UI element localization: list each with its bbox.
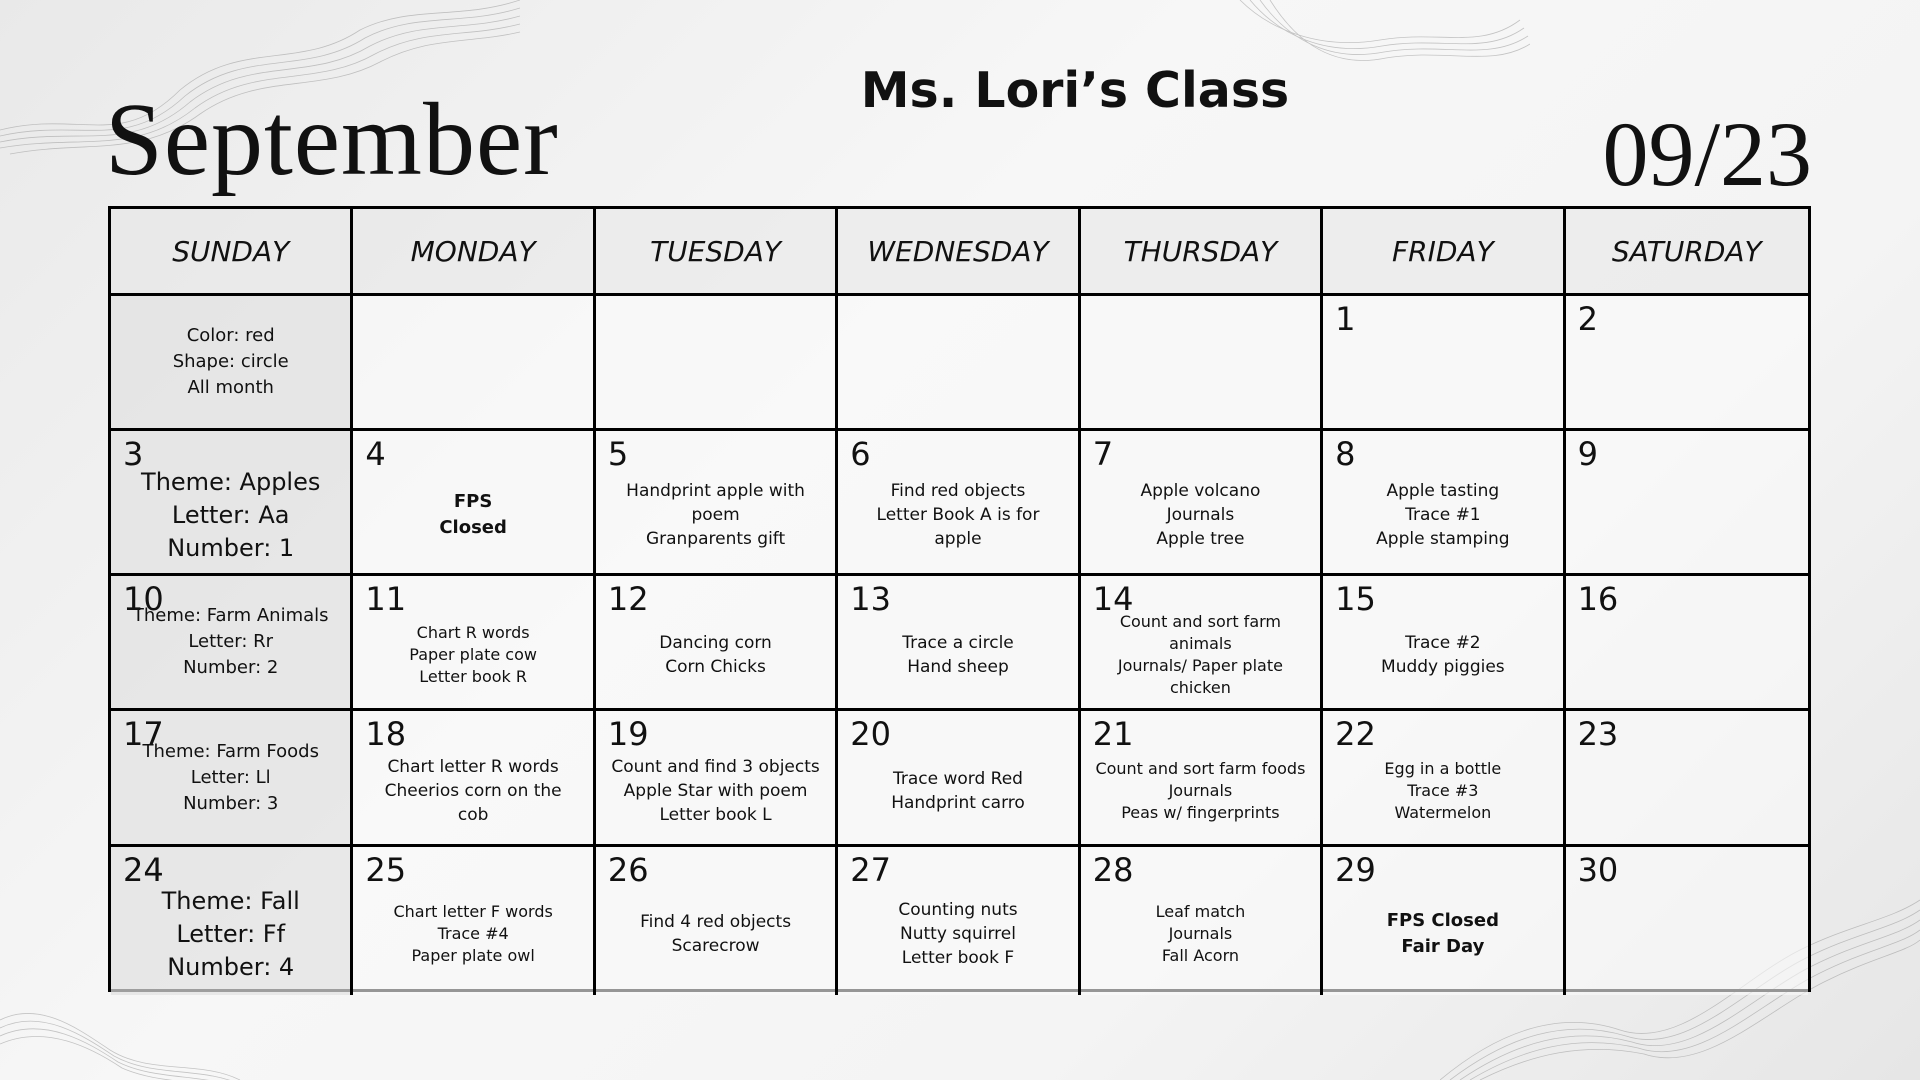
day-cell-6[interactable] [838,431,1080,576]
activity-line: Count and sort farm [1119,612,1281,631]
activity-line: Nutty squirrel [900,924,1016,944]
activity-line: Apple tasting [1386,481,1500,501]
day-cell-7[interactable] [1081,431,1323,576]
activity-line: Journals/ Paper plate [1117,656,1283,675]
day-activities [1373,605,1513,679]
day-number: 8 [1335,435,1356,473]
activity-line: Trace #1 [1405,505,1481,525]
day-number: 20 [850,715,891,753]
day-cell-28[interactable] [1081,847,1323,995]
activity-line: Count and find 3 objects [611,756,820,777]
day-activities [1148,875,1254,967]
day-number: 27 [850,851,891,889]
decorative-wave-bottom-left [0,990,260,1080]
activity-line: Muddy piggies [1381,657,1505,677]
day-number: 18 [365,715,407,753]
day-cell-8[interactable] [1323,431,1565,576]
day-header-saturday: SATURDAY [1566,209,1808,296]
activity-line: animals [1169,634,1232,653]
activity-line: Fair Day [1401,936,1485,957]
day-number: 19 [607,715,649,753]
day-activities [401,596,545,688]
day-activities [632,884,799,958]
activity-line: Dancing corn [659,633,772,653]
activity-line: Corn Chicks [665,657,766,677]
day-cell-25[interactable] [353,847,595,995]
activity-line: Number: 3 [183,792,279,814]
day-cell-empty[interactable] [596,296,838,431]
activity-line: Find 4 red objects [640,912,792,932]
activity-line: Handprint carro [891,792,1025,813]
class-title: Ms. Lori’s Class [860,62,1290,119]
activity-line: Chart R words [416,623,530,642]
activity-line: Letter book F [901,948,1015,968]
day-activities [154,859,308,984]
day-cell-23[interactable] [1566,711,1808,847]
activity-line: Apple Star with poem [623,780,808,801]
day-cell-12[interactable] [596,576,838,711]
day-activities [1379,882,1507,960]
calendar-grid [108,206,1811,992]
activity-line: Find red objects [890,481,1026,501]
day-activities [431,463,515,541]
day-cell-26[interactable] [596,847,838,995]
day-number: 24 [123,851,164,889]
activity-line: Counting nuts [898,900,1018,920]
day-header-wednesday: WEDNESDAY [838,209,1080,296]
activity-line: Apple volcano [1140,481,1261,501]
day-cell-1[interactable] [1323,296,1565,431]
day-cell-13[interactable] [838,576,1080,711]
activity-line: Apple tree [1156,529,1245,549]
activity-line: poem [691,505,740,525]
day-cell-18[interactable] [353,711,595,847]
activity-line: Theme: Fall [161,886,300,915]
day-cell-empty[interactable] [1081,296,1323,431]
day-cell-27[interactable] [838,847,1080,995]
activity-line: Journals [1168,924,1233,943]
activity-line: Fall Acorn [1161,946,1240,965]
day-header-monday: MONDAY [353,209,595,296]
day-number: 10 [123,580,164,618]
day-activities [651,605,780,679]
day-activities [890,872,1025,970]
activity-line: Trace a circle [902,633,1014,653]
day-activities [165,323,297,401]
activity-line: Trace #3 [1407,780,1479,800]
activity-line: Letter book R [419,667,527,686]
day-number: 12 [607,580,649,618]
day-cell-11[interactable] [353,576,595,711]
day-number: 9 [1577,435,1598,473]
activity-line: Shape: circle [172,351,289,372]
day-activities [1110,585,1291,699]
activity-line: Letter: Rr [188,631,274,652]
activity-line: Hand sheep [907,657,1009,677]
activity-line: Trace word Red [892,768,1023,789]
day-activities [869,453,1048,551]
activity-line: Number: 2 [183,657,279,678]
activity-line: Letter: Aa [171,500,290,529]
day-activities [385,875,560,967]
activity-line: chicken [1169,678,1231,697]
activity-line: Leaf match [1155,902,1246,921]
day-header-thursday: THURSDAY [1081,209,1323,296]
day-number: 14 [1092,580,1134,618]
day-cell-10[interactable] [111,576,353,711]
day-number: 26 [607,851,649,889]
day-activities [883,741,1033,815]
day-number: 5 [607,435,629,473]
activity-line: Theme: Farm Foods [142,740,319,762]
day-number: 11 [365,580,407,618]
day-cell-14[interactable] [1081,576,1323,711]
activity-line: Letter: Ll [190,766,271,788]
day-number: 22 [1335,715,1376,753]
day-cell-empty[interactable] [838,296,1080,431]
month-title: September [105,82,559,197]
activity-line: Theme: Farm Animals [132,605,329,626]
day-number: 6 [850,435,871,473]
activity-line: Egg in a bottle [1384,758,1502,778]
activity-line: Granparents gift [645,529,786,549]
activity-line: Letter book L [659,804,772,825]
activity-line: Paper plate cow [409,645,537,664]
activity-line: apple [934,529,982,549]
day-cell-4[interactable] [353,431,595,576]
day-number: 16 [1577,580,1619,618]
activity-line: FPS Closed [1386,910,1499,931]
day-activities [133,440,328,565]
activity-line: Paper plate owl [411,946,535,965]
day-cell-5[interactable] [596,431,838,576]
day-cell-2[interactable] [1566,296,1808,431]
day-number: 30 [1577,851,1619,889]
day-number: 1 [1335,300,1356,338]
day-number: 17 [123,715,164,753]
activity-line: Letter Book A is for [876,505,1040,525]
day-header-friday: FRIDAY [1323,209,1565,296]
day-cell-24[interactable] [111,847,353,995]
activity-line: Watermelon [1394,802,1492,822]
activity-line: Chart letter R words [387,756,559,777]
day-activities [1132,453,1268,551]
day-cell-15[interactable] [1323,576,1565,711]
activity-line: Cheerios corn on the [384,780,562,801]
activity-line: Handprint apple with [626,481,805,501]
day-cell-17[interactable] [111,711,353,847]
activity-line: Apple stamping [1376,529,1510,549]
activity-line: Scarecrow [671,936,760,956]
day-cell-20[interactable] [838,711,1080,847]
activity-line: FPS [453,491,493,512]
activity-line: Closed [439,517,507,538]
activity-line: Chart letter F words [393,902,553,921]
day-number: 13 [850,580,891,618]
activity-line: Trace #4 [437,924,509,943]
day-activities [894,605,1022,679]
day-cell-22[interactable] [1323,711,1565,847]
day-number: 25 [365,851,407,889]
activity-line: Peas w/ fingerprints [1121,802,1280,822]
day-activities [1376,732,1509,824]
activity-line: cob [457,804,489,825]
day-number: 21 [1092,715,1134,753]
activity-line: Theme: Apples [141,467,321,496]
day-cell-30[interactable] [1566,847,1808,995]
activity-line: All month [187,377,274,398]
activity-line: Journals [1168,780,1233,800]
day-cell-21[interactable] [1081,711,1323,847]
date-code: 09/23 [1602,103,1812,205]
day-header-tuesday: TUESDAY [596,209,838,296]
day-cell-empty[interactable] [353,296,595,431]
activity-line: Journals [1166,505,1235,525]
activity-line: Trace #2 [1405,633,1481,653]
day-activities [1368,453,1517,551]
day-number: 15 [1335,580,1376,618]
activity-line: Color: red [186,325,275,346]
activity-line: Letter: Ff [176,919,286,948]
day-header-sunday: SUNDAY [111,209,353,296]
activity-line: Number: 1 [167,533,295,562]
activity-line: Number: 4 [167,952,295,981]
day-cell-16[interactable] [1566,576,1808,711]
day-cell-29[interactable] [1323,847,1565,995]
day-number: 4 [365,435,386,473]
day-number: 29 [1335,851,1376,889]
day-number: 2 [1577,300,1598,338]
day-cell-9[interactable] [1566,431,1808,576]
day-number: 23 [1577,715,1619,753]
day-number: 3 [123,435,144,473]
activity-line: Count and sort farm foods [1095,758,1306,778]
day-number: 7 [1092,435,1114,473]
day-cell-empty[interactable] [111,296,353,431]
day-number: 28 [1092,851,1134,889]
day-cell-19[interactable] [596,711,838,847]
day-cell-3[interactable] [111,431,353,576]
day-activities [618,453,813,551]
